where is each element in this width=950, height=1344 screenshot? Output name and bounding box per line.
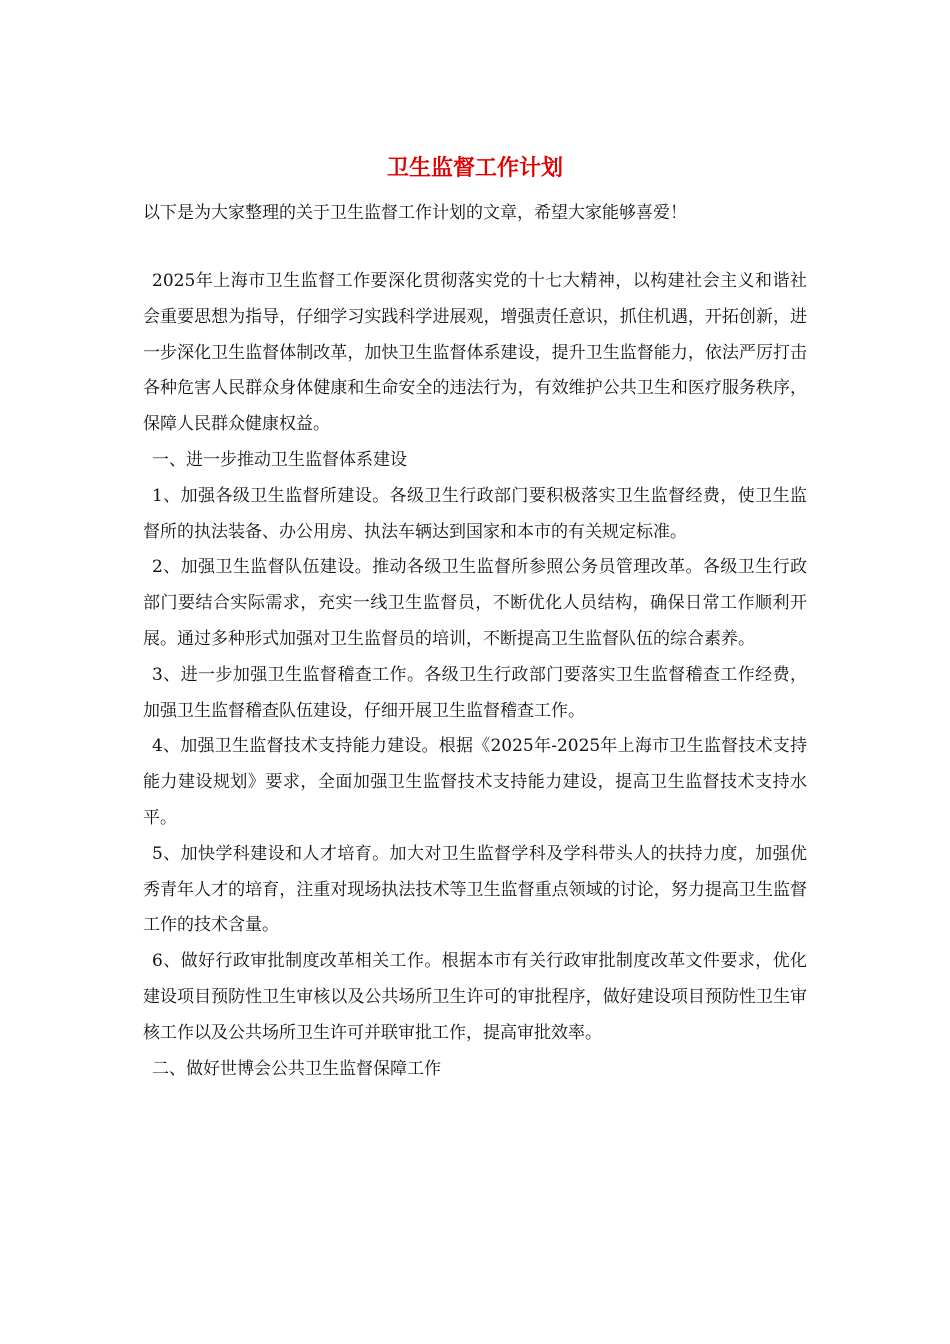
paragraph-item-2: 2、加强卫生监督队伍建设。推动各级卫生监督所参照公务员管理改革。各级卫生行政部门要结合实际需求，充实一线卫生监督员，不断优化人员结构，确保日常工作顺利开展。通过多种形式加强对卫生监督员的培训，不断提高卫生监督队伍的综合素养。	[143, 557, 807, 649]
paragraph-item-5: 5、加快学科建设和人才培育。加大对卫生监督学科及学科带头人的扶持力度，加强优秀青年人才的培育，注重对现场执法技术等卫生监督重点领域的讨论，努力提高卫生监督工作的技术含量。	[143, 843, 807, 936]
paragraph-overview: 2025年上海市卫生监督工作要深化贯彻落实党的十七大精神，以构建社会主义和谐社会重要思想为指导，仔细学习实践科学进展观，增强责任意识，抓住机遇，开拓创新，进一步深化卫生监督体制改革，加快卫生监督体系建设，提升卫生监督能力，依法严厉打击各种危害人民群众身体健康和生命安全的违法行为，有效维护公共卫生和医疗服务秩序，保障人民群众健康权益。	[143, 271, 807, 435]
paragraph-item-1: 1、加强各级卫生监督所建设。各级卫生行政部门要积极落实卫生监督经费，使卫生监督所的执法装备、办公用房、执法车辆达到国家和本市的有关规定标准。	[143, 485, 807, 542]
paragraph-item-4: 4、加强卫生监督技术支持能力建设。根据《2025年-2025年上海市卫生监督技术支持能力建设规划》要求，全面加强卫生监督技术支持能力建设，提高卫生监督技术支持水平。	[143, 736, 807, 828]
paragraph-item-3: 3、进一步加强卫生监督稽查工作。各级卫生行政部门要落实卫生监督稽查工作经费，加强卫生监督稽查队伍建设，仔细开展卫生监督稽查工作。	[143, 664, 807, 721]
section-heading-1: 一、进一步推动卫生监督体系建设	[152, 449, 407, 470]
intro-text: 以下是为大家整理的关于卫生监督工作计划的文章，希望大家能够喜爱！	[143, 203, 687, 223]
section-heading-2: 二、做好世博会公共卫生监督保障工作	[152, 1058, 441, 1079]
document-body	[143, 264, 807, 1087]
document-title: 卫生监督工作计划	[386, 155, 563, 181]
paragraph-item-6: 6、做好行政审批制度改革相关工作。根据本市有关行政审批制度改革文件要求，优化建设项目预防性卫生审核以及公共场所卫生许可的审批程序，做好建设项目预防性卫生审核工作以及公共场所卫生许可并联审批工作，提高审批效率。	[143, 951, 807, 1043]
